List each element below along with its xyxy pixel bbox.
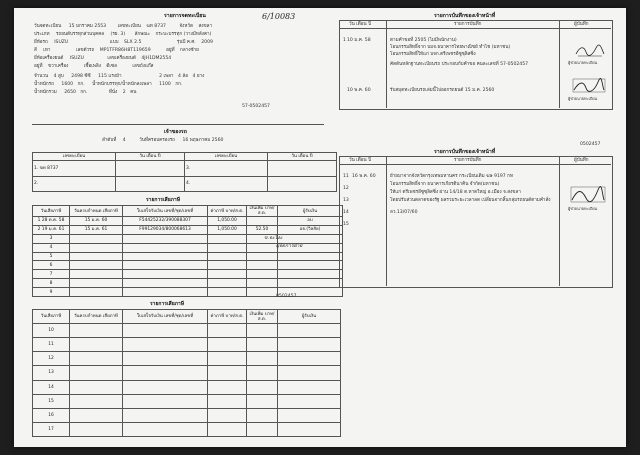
notes-col-sign: ผู้บันทึก [574, 22, 589, 27]
chassis-at-label: อยู่ที่ [166, 48, 175, 53]
plate-history-date [268, 176, 337, 192]
engine-label: เลขเครื่องยนต์ [107, 56, 136, 61]
notes-entry-no: 15 [343, 222, 349, 227]
type-row [34, 32, 211, 37]
tax-row [33, 270, 343, 279]
plate-history-value: ฆท 8737 [39, 165, 59, 171]
model: SLX 2.5 [124, 40, 142, 45]
tax-handwritten-mark-2: ผู้จัดการฝ่าย [276, 243, 303, 249]
notes-continued-heading: รายการบันทึกของเจ้าหน้าที่ [434, 149, 496, 155]
notes-col-sign: ผู้บันทึก [574, 158, 589, 163]
signature-image [570, 186, 606, 204]
weight-unit: กก. [77, 82, 85, 87]
province: สงขลา [198, 24, 213, 29]
plate-history-row [33, 176, 337, 192]
cc-unit: ซีซี [84, 74, 91, 79]
vehicle-style: กระบะบรรทุก (วางมีหลังคา) [155, 32, 212, 37]
tax-row [33, 252, 343, 261]
engine-row [34, 56, 171, 61]
tax-receipt: F99129034/800068613 [123, 225, 208, 234]
tax-col-due: วันครบกำหนด เสียภาษี [70, 310, 123, 324]
tax-row [33, 324, 341, 338]
tax-row-no: 14 [33, 380, 70, 394]
weight-row [34, 82, 182, 87]
tax-paid-date [33, 217, 70, 226]
tax-col-due: วันครบกำหนด เสียภาษี [70, 206, 123, 217]
signature-image [574, 44, 606, 58]
tax-row [33, 352, 341, 366]
tax-row-no: 12 [33, 352, 70, 366]
plate-history-table [32, 152, 337, 192]
notes-line: ให้แก่ ตรีเพชรอีซูซุลิสซิ่ง ผ่าน 14/18 ต.หาดใหญ่ อ.เมือง จ.สงขลา [390, 190, 521, 195]
load-label: น้ำหนักบรรทุก/น้ำหนักลงเพลา [92, 82, 152, 87]
registration-date-label: วันจดทะเบียน [34, 24, 62, 29]
axles-unit: เพลา [163, 74, 174, 79]
notes-line: โอนกรรมสิทธิ์ให้แก่ บจก.ตรีเพชรอีซูซุลิสซิ่ง [390, 52, 476, 57]
weight: 1600 [61, 82, 74, 87]
top-serial: 0502457 [276, 294, 297, 299]
cc: 2498 [71, 74, 83, 79]
tax-continued-heading: รายการเสียภาษี [150, 301, 185, 307]
plate-history-date [268, 161, 337, 177]
plate-history-date [116, 161, 185, 177]
plate-label: เลขทะเบียน [117, 24, 141, 29]
tax-row [33, 394, 341, 408]
tax-row [33, 366, 341, 380]
notes-header-line [339, 164, 611, 165]
tax-row-no: 4 [33, 243, 70, 252]
type-label: ประเภท [34, 32, 50, 37]
tax-amount: 1,050.00 [208, 217, 247, 226]
cylinders-unit: สูบ [58, 74, 64, 79]
plate-col-header-2: เลขทะเบียน [185, 153, 268, 161]
plate-col-header: เลขทะเบียน [33, 153, 116, 161]
style-label: ลักษณะ [134, 32, 150, 37]
tires-unit: ยาง [196, 74, 205, 79]
plate-history-cell: 3. [185, 161, 268, 177]
tax-row [33, 338, 341, 352]
notes-col-note: รายการบันทึก [454, 158, 482, 163]
color-label: สี [34, 48, 37, 53]
tax-row [33, 261, 343, 270]
vehicle-type: รถยนต์บรรทุกส่วนบุคคล [55, 32, 105, 37]
tax-col-receiver: ผู้รับเงิน [278, 310, 341, 324]
divider [32, 124, 324, 125]
tires: 4 [192, 74, 196, 79]
fuel: ดีเซล [106, 64, 117, 69]
notes-col-date: วัน เดือน ปี [349, 158, 372, 163]
engine-brand-label: ยี่ห้อเครื่องยนต์ [34, 56, 64, 61]
weight-label: น้ำหนักรถ [34, 82, 54, 87]
color-row [34, 48, 199, 53]
registration-date: 15 มกราคม 2553 [68, 24, 107, 29]
notes-entry-date: 10 ม.ค. 58 [347, 38, 371, 43]
tax-paid-value: 19 ม.ค. 61 [41, 227, 65, 233]
gross-row [34, 90, 136, 95]
seats: 2 [122, 90, 126, 95]
signature-image [572, 78, 606, 94]
tax-row [33, 234, 343, 243]
chassis-label: เลขตัวรถ [75, 48, 95, 53]
notes-line: ตามคำขอที่ 2505 (ไม่มีพนักงาน) [390, 38, 457, 43]
chassis-number: MP1TFR86H8T119659 [99, 48, 151, 53]
tax-fine [247, 217, 278, 226]
cylinders-label: จำนวน [34, 74, 49, 79]
chassis-at: กลางซ้าย [180, 48, 199, 53]
notes-col-line [386, 156, 387, 286]
vehicle-color: เทา [43, 48, 51, 53]
tax-row [33, 408, 341, 422]
tax-row-no: 17 [33, 422, 70, 436]
engine-at: ขวาเครื่อง [47, 64, 69, 69]
owner-date: 16 พฤษภาคม 2560 [182, 138, 224, 143]
axles: 2 [159, 74, 163, 79]
owner-order-label: ลำดับที่ [102, 138, 117, 143]
plate-history-cell [33, 176, 116, 192]
plate-history-cell: 4. [185, 176, 268, 192]
handwritten-ref: 6/10083 [262, 12, 296, 21]
tax-col-receipt: ใบเสร็จรับเงิน เลขที่/ชุด/เลขที่ [123, 310, 208, 324]
tax-row [33, 225, 343, 234]
plate-history-date [116, 176, 185, 192]
tax-row-no: 8 [33, 279, 70, 288]
tax-row [33, 279, 343, 288]
plate-history-no: 1. [34, 165, 39, 171]
fuel-label: เชื้อเพลิง [83, 64, 101, 69]
notes-header-line [339, 28, 611, 29]
signer-title: ผู้ช่วยนายทะเบียน [568, 96, 598, 101]
seats-label: ที่นั่ง [108, 90, 118, 95]
owner-order-row [102, 138, 223, 143]
notes-heading: รายการบันทึกของเจ้าหน้าที่ [434, 13, 496, 19]
tax-col-tax: ค่าภาษี บาท/ส.ต. [208, 206, 247, 217]
plate-number: ฆท 8737 [146, 24, 166, 29]
vehicle-type-code: (รย. 3) [110, 32, 126, 37]
notes-line: คัดต้นหลักฐานทะเบียนรถ ประกอบกับคำขอ คนละเลขที่ 57-0502457 [390, 62, 529, 67]
gross-label: น้ำหนักรวม [34, 90, 57, 95]
tax-row-no: 9 [33, 288, 70, 297]
notes-entry-no: 14 [343, 210, 349, 215]
tax-row [33, 217, 343, 226]
notes-col-line [559, 20, 560, 108]
engine-brand: ISUZU [69, 56, 84, 61]
fuel-row [34, 64, 154, 69]
seats-unit: คน [130, 90, 137, 95]
brand: ISUZU [54, 40, 69, 45]
registration-heading: รายการจดทะเบียน [164, 13, 206, 19]
owner-order: 4 [122, 138, 126, 143]
notes-entry-no: 1 [343, 38, 346, 43]
tax-row [33, 380, 341, 394]
notes-line: โอนกรรมสิทธิ์จาก ธนาคารเกียรตินาคิน จำกัด(มหาชน) [390, 182, 500, 187]
tax-row-no: 15 [33, 394, 70, 408]
tax-paid-date [33, 225, 70, 234]
registration-date-row [34, 24, 212, 29]
notes-line: รับสมุดทะเบียนรถเล่มนี้ไปออกรถยนต์ 15 ม.ค. 2560 [390, 88, 495, 93]
date-col-header-2: วัน เดือน ปี [268, 153, 337, 161]
engine-at-label: อยู่ที่ [34, 64, 43, 69]
tax-header-row [33, 310, 341, 324]
tax-row-no: 2 [37, 227, 41, 233]
top-serial: 0502457 [580, 142, 601, 147]
tax-handwritten-mark: ข.จะโงะ [264, 235, 283, 241]
tax-row-no: 3 [33, 234, 70, 243]
model-year: 2009 [201, 40, 213, 45]
tax-table [32, 205, 343, 297]
signer-title: ผู้ช่วยนายทะเบียน [568, 60, 598, 65]
tax-col-fine: เงินเพิ่ม บาท/ส.ต. [247, 206, 278, 217]
notes-line: ลว.13/07/60 [390, 210, 418, 215]
notes-line: โอนกรรมสิทธิ์จาก บมจ.ธนาคารไทยพาณิชย์ ทำไช (มหาชน) [390, 45, 511, 50]
tax-col-paid: วันเสียภาษี [33, 310, 70, 324]
notes-col-line [559, 156, 560, 286]
tax-row-no: 13 [33, 366, 70, 380]
owner-heading: เจ้าของรถ [164, 129, 187, 135]
tax-row-no: 5 [33, 252, 70, 261]
date-col-header: วัน เดือน ปี [116, 153, 185, 161]
tax-header-row [33, 206, 343, 217]
tax-col-paid: วันเสียภาษี [33, 206, 70, 217]
plate-history-cell [33, 161, 116, 177]
tax-row [33, 422, 341, 436]
tax-receipt: F54425232/390088307 [123, 217, 208, 226]
tax-due-date: 15 ม.ค. 61 [70, 225, 123, 234]
engine-number: 4JH1DM2554 [141, 56, 172, 61]
notes-line: ย้ายมาจากจังหวัดกรุงเทพมหานคร กระเบียนเดิม ฆษ 9197 กท [390, 174, 513, 179]
notes-col-note: รายการบันทึก [454, 22, 482, 27]
brand-label: ยี่ห้อรถ [34, 40, 48, 45]
tax-receiver: อธ.(วิลสัย) [278, 225, 343, 234]
tax-receiver: อบ [278, 217, 343, 226]
notes-entry-no: 11 [343, 174, 349, 179]
tax-heading: รายการเสียภาษี [146, 197, 181, 203]
tax-row-no: 16 [33, 408, 70, 422]
cylinders: 4 [53, 74, 57, 79]
notes-entry-no: 12 [343, 186, 349, 191]
plate-history-no: 2. [34, 181, 39, 187]
hp-unit: แรงม้า [108, 74, 122, 79]
notes-col-date: วัน เดือน ปี [349, 22, 372, 27]
notes-entry-no: 13 [343, 198, 349, 203]
owner-date-label: วันที่ครอบครองรถ [139, 138, 175, 143]
signer-title: ผู้ช่วยนายทะเบียน [568, 206, 598, 211]
year-label: รุ่นปี ค.ศ. [176, 40, 196, 45]
notes-entry-date: 10 พ.ค. 60 [347, 88, 371, 93]
tax-amount: 1,050.00 [208, 225, 247, 234]
load-unit: กก. [175, 82, 183, 87]
gross-unit: กก. [80, 90, 88, 95]
tax-continued-table [32, 309, 341, 437]
tax-col-tax: ค่าภาษี บาท/ส.ต. [208, 310, 247, 324]
tax-col-receiver: ผู้รับเงิน [278, 206, 343, 217]
tax-paid-value: 28 ต.ค. 58 [41, 218, 65, 224]
document-sheet [14, 8, 626, 447]
tax-due-date: 15 ม.ค. 60 [70, 217, 123, 226]
notes-entry-date: 16 พ.ค. 60 [352, 174, 376, 179]
gas-tank-label: เลขถังแก๊ส [132, 64, 154, 69]
spec-row [34, 74, 204, 79]
tax-row-no: 1 [37, 218, 41, 224]
notes-col-line [386, 20, 387, 108]
tax-row-no: 7 [33, 270, 70, 279]
load: 1100 [159, 82, 171, 87]
serial-number: 57-0502457 [242, 104, 270, 109]
wheels: 4 [177, 74, 181, 79]
horsepower: 115 [98, 74, 107, 79]
tax-col-fine: เงินเพิ่ม บาท/ส.ต. [247, 310, 278, 324]
gross-weight: 2650 [64, 90, 76, 95]
wheels-unit: ล้อ [182, 74, 188, 79]
tax-row-no: 6 [33, 261, 70, 270]
plate-history-row [33, 161, 337, 177]
tax-col-receipt: ใบเสร็จรับเงิน เลขที่/ชุด/เลขที่ [123, 206, 208, 217]
province-label: จังหวัด [179, 24, 193, 29]
notes-line: โดยปรับส่วนตลาดของรัฐ ผลรวมระยะเวลาลด เปลี่ยนจากลิ้นกลุ่มรถยนต์ตามคำสั่ง [390, 198, 551, 203]
brand-row [34, 40, 213, 45]
model-label: แบบ [109, 40, 119, 45]
tax-row-no: 11 [33, 338, 70, 352]
tax-fine: 52.50 [247, 225, 278, 234]
tax-row-no: 10 [33, 324, 70, 338]
